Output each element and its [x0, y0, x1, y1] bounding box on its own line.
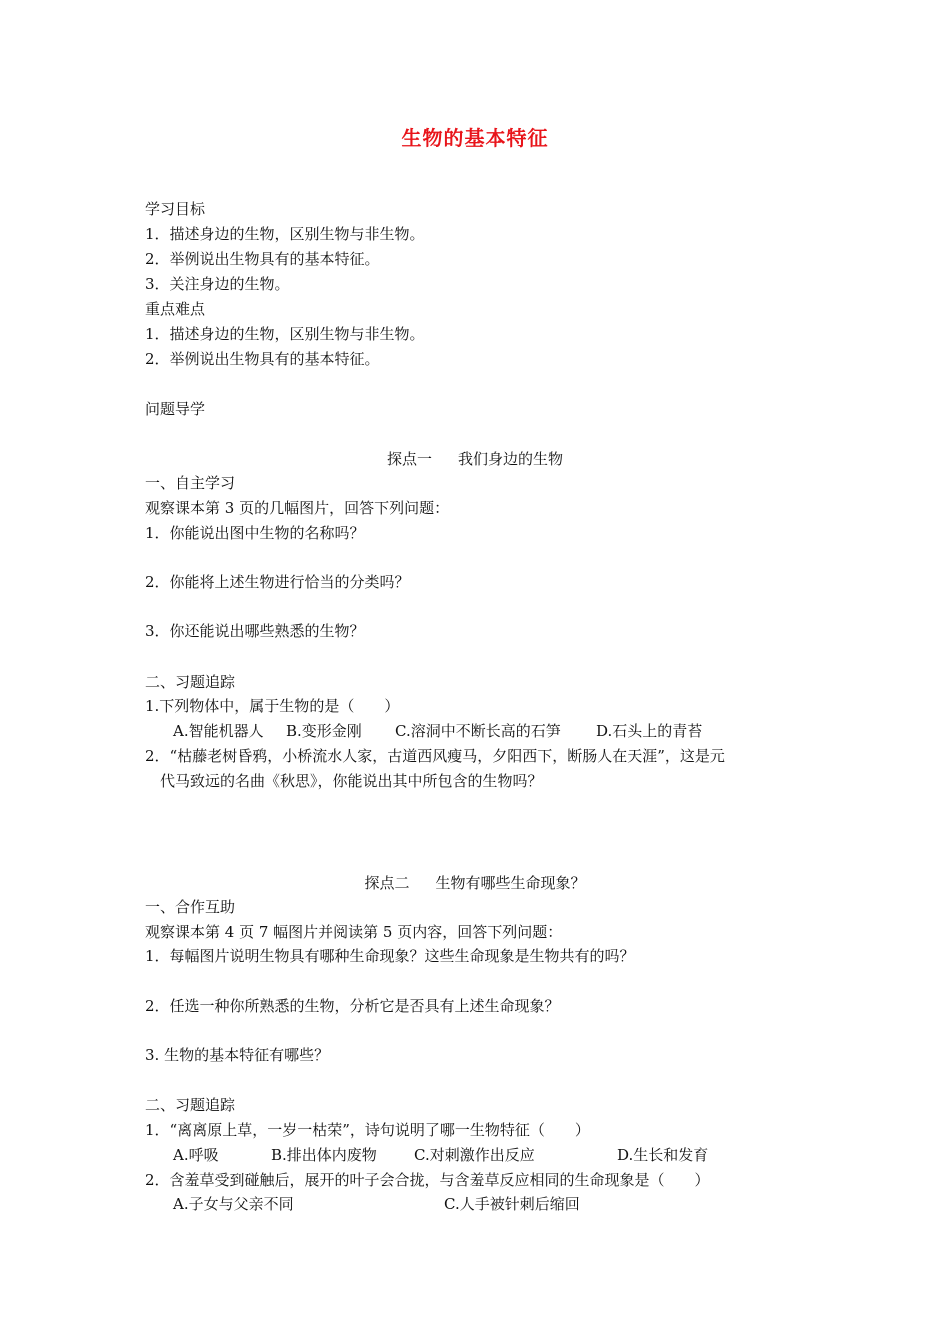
section1-question: 3．你还能说出哪些熟悉的生物？ — [145, 622, 365, 640]
section1-ex2-line2: 代马致远的名曲《秋思》，你能说出其中所包含的生物吗？ — [160, 772, 543, 790]
option-d: D.石头上的青苔 — [596, 722, 703, 740]
section2-label: 探点二 — [364, 874, 410, 892]
option-d: D.生长和发育 — [617, 1146, 709, 1164]
objective-item: 3．关注身边的生物。 — [145, 275, 290, 293]
section2-question: 1．每幅图片说明生物具有哪种生命现象？这些生命现象是生物共有的吗？ — [145, 947, 635, 965]
section2-title: 生物有哪些生命现象？ — [435, 874, 586, 892]
option-b: B.变形金刚 — [286, 722, 362, 740]
objectives-heading: 学习目标 — [145, 200, 206, 218]
objective-item: 2．举例说出生物具有的基本特征。 — [145, 250, 380, 268]
section2-intro: 观察课本第 4 页 7 幅图片并阅读第 5 页内容，回答下列问题： — [145, 923, 563, 941]
objective-item: 1．描述身边的生物，区别生物与非生物。 — [145, 225, 425, 243]
section2-ex2-stem: 2．含羞草受到碰触后，展开的叶子会合拢，与含羞草反应相同的生命现象是（ ） — [145, 1171, 710, 1189]
section1-part2-heading: 二、习题追踪 — [145, 673, 236, 691]
section2-question: 2．任选一种你所熟悉的生物，分析它是否具有上述生命现象？ — [145, 997, 560, 1015]
section2-question: 3. 生物的基本特征有哪些？ — [145, 1046, 330, 1064]
section1-part1-heading: 一、自主学习 — [145, 474, 236, 492]
section1-heading — [0, 449, 950, 469]
section1-ex1-stem: 1.下列物体中，属于生物的是（ ） — [145, 697, 400, 715]
option-a: A.智能机器人 — [173, 722, 264, 740]
option-c: C.对刺激作出反应 — [414, 1146, 535, 1164]
section1-title: 我们身边的生物 — [458, 450, 564, 468]
section1-question: 1．你能说出图中生物的名称吗？ — [145, 524, 365, 542]
section2-part1-heading: 一、合作互助 — [145, 898, 236, 916]
section2-part2-heading: 二、习题追踪 — [145, 1096, 236, 1114]
section1-question: 2．你能将上述生物进行恰当的分类吗？ — [145, 573, 410, 591]
document-title: 生物的基本特征 — [401, 126, 549, 150]
section2-ex1-options — [173, 1145, 873, 1165]
section1-label: 探点一 — [386, 450, 432, 468]
section1-intro: 观察课本第 3 页的几幅图片，回答下列问题： — [145, 499, 450, 517]
section2-heading — [0, 873, 950, 893]
option-a: A.呼吸 — [173, 1146, 219, 1164]
option-a: A.子女与父亲不同 — [173, 1195, 294, 1213]
option-b: B.排出体内废物 — [271, 1146, 377, 1164]
option-c: C.溶洞中不断长高的石笋 — [395, 722, 561, 740]
section1-ex1-options — [173, 721, 873, 741]
option-c: C.人手被针刺后缩回 — [444, 1195, 580, 1213]
key-point-item: 2．举例说出生物具有的基本特征。 — [145, 350, 380, 368]
section2-ex2-options — [173, 1194, 873, 1214]
section1-ex2-line1: 2．“枯藤老树昏鸦，小桥流水人家，古道西风瘦马，夕阳西下，断肠人在天涯”，这是元 — [145, 747, 725, 765]
section2-ex1-stem: 1．“离离原上草，一岁一枯荣”，诗句说明了哪一生物特征（ ） — [145, 1121, 590, 1139]
key-points-heading: 重点难点 — [145, 300, 206, 318]
guide-heading: 问题导学 — [145, 400, 206, 418]
key-point-item: 1．描述身边的生物，区别生物与非生物。 — [145, 325, 425, 343]
